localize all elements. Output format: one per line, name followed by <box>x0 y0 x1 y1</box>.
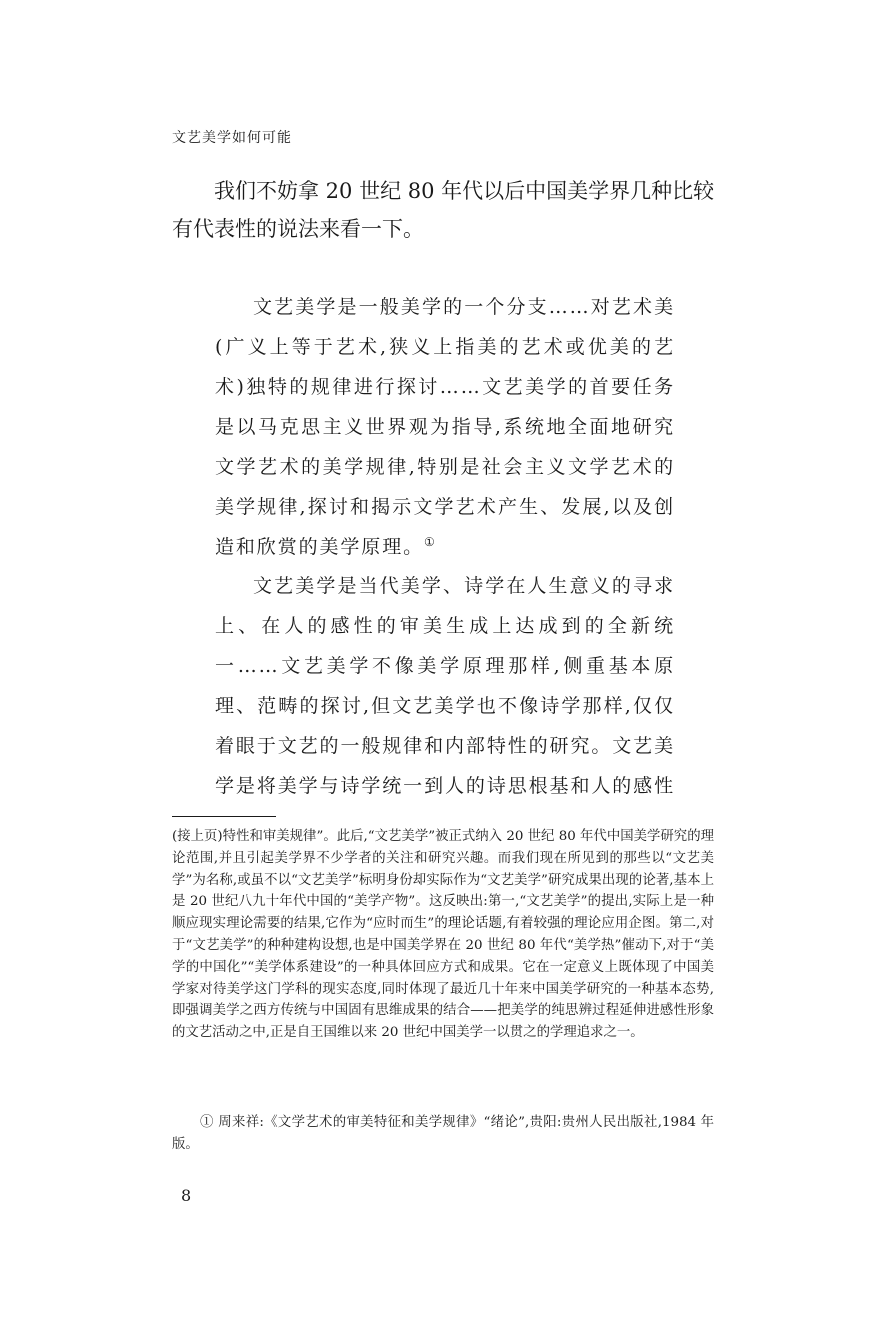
block-quote-1-text: 文艺美学是一般美学的一个分支……对艺术美(广义上等于艺术,狭义上指美的艺术或优美的艺术)独特的规律进行探讨……文艺美学的首要任务是以马克思主义世界观为指导,系统地全面地研究文学艺术的美学规律,特别是社会主义文学艺术的美学规律,探讨和揭示文学艺术产生、发展,以及创造和欣赏的美学原理。 <box>215 296 675 558</box>
block-quote-2: 文艺美学是当代美学、诗学在人生意义的寻求上、在人的感性的审美生成上达成到的全新统一……文艺美学不像美学原理那样,侧重基本原理、范畴的探讨,但文艺美学也不像诗学那样,仅仅着眼于文艺的一般规律和内部特性的研究。文艺美学是将美学与诗学统一到人的诗思根基和人的感性 <box>215 575 675 797</box>
intro-paragraph: 我们不妨拿 20 世纪 80 年代以后中国美学界几种比较有代表性的说法来看一下。 <box>172 179 715 241</box>
footnote-marker[interactable]: ① <box>424 535 435 549</box>
page-number: 8 <box>181 1186 192 1205</box>
running-head: 文艺美学如何可能 <box>172 130 292 146</box>
footnote-1: ① 周来祥:《文学艺术的审美特征和美学规律》“绪论”,贵阳:贵州人民出版社,1984 年版。 <box>172 1115 714 1152</box>
footnote-continued: (接上页)特性和审美规律”。此后,“文艺美学”被正式纳入 20 世纪 80 年代中国美学研究的理论范围,并且引起美学界不少学者的关注和研究兴趣。而我们现在所见到的那些以“文艺美学”为名称,或虽不以“文艺美学”标明身份却实际作为“文艺美学”研究成果出现的论著,基本上是 20 世纪八九十年代中国的“美学产物”。这反映出:第一,“文艺美学”的提出,实际上是一种顺应现实理论需要的结果,它作为“应时而生”的理论话题,有着较强的理论应用企图。第二,对于“文艺美学”的种种建构设想,也是中国美学界在 20 世纪 80 年代“美学热”催动下,对于“美学的中国化”“美学体系建设”的一种具体回应方式和成果。它在一定意义上既体现了中国美学家对待美学这门学科的现实态度,同时体现了最近几十年来中国美学研究的一种基本态势,即强调美学之西方传统与中国固有思维成果的结合——把美学的纯思辨过程延伸进感性形象的文艺活动之中,正是自王国维以来 20 世纪中国美学一以贯之的学理追求之一。 <box>172 829 714 1041</box>
footnote-divider <box>172 816 276 817</box>
block-quote-1 <box>215 287 675 567</box>
